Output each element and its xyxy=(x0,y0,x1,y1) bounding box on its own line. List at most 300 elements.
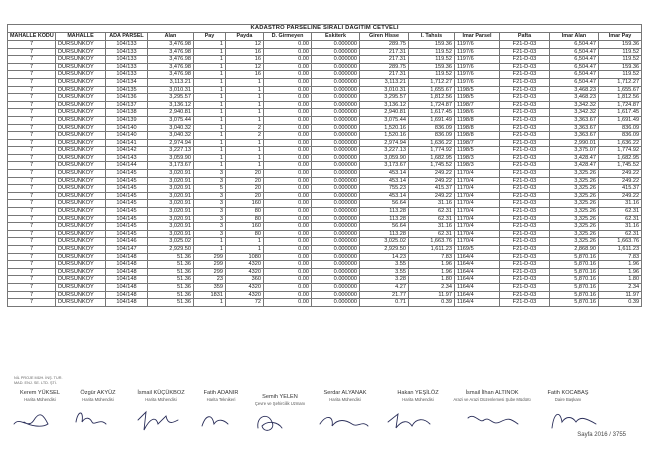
eskiterk-cell: 0.000000 xyxy=(312,40,360,48)
column-header: Payda xyxy=(226,33,264,41)
payda-cell: 1 xyxy=(226,162,264,170)
imar-parsel-cell: 1170/4 xyxy=(455,185,500,193)
table-row xyxy=(8,154,642,162)
eskiterk-cell: 0.000000 xyxy=(312,261,360,269)
ada-parsel-cell: 104/143 xyxy=(106,154,148,162)
i-tahsis-cell: 1,682.95 xyxy=(409,154,455,162)
giren-hisse-cell: 289.75 xyxy=(360,63,409,71)
table-row xyxy=(8,192,642,200)
eskiterk-cell: 0.000000 xyxy=(312,139,360,147)
pay-cell: 1831 xyxy=(194,291,226,299)
i-tahsis-cell: 1,617.45 xyxy=(409,109,455,117)
alan-cell: 3,136.12 xyxy=(148,101,194,109)
ada-parsel-cell: 104/142 xyxy=(106,147,148,155)
ada-parsel-cell: 104/133 xyxy=(106,71,148,79)
pay-cell: 1 xyxy=(194,139,226,147)
alan-cell: 51.36 xyxy=(148,253,194,261)
i-tahsis-cell: 11.97 xyxy=(409,291,455,299)
ada-parsel-cell: 104/144 xyxy=(106,162,148,170)
imar-pay-cell: 159.36 xyxy=(599,63,642,71)
mahalle-kodu-cell: 7 xyxy=(8,299,56,307)
eskiterk-cell: 0.000000 xyxy=(312,230,360,238)
column-header: İmar Pay xyxy=(599,33,642,41)
d-girmeyen-cell: 0.00 xyxy=(264,109,312,117)
d-girmeyen-cell: 0.00 xyxy=(264,208,312,216)
signer-role: Harita Mühendisi xyxy=(145,397,177,402)
giren-hisse-cell: 289.75 xyxy=(360,40,409,48)
payda-cell: 160 xyxy=(226,223,264,231)
i-tahsis-cell: 119.52 xyxy=(409,56,455,64)
mahalle-kodu-cell: 7 xyxy=(8,238,56,246)
d-girmeyen-cell: 0.00 xyxy=(264,56,312,64)
d-girmeyen-cell: 0.00 xyxy=(264,170,312,178)
eskiterk-cell: 0.000000 xyxy=(312,185,360,193)
giren-hisse-cell: 3,010.31 xyxy=(360,86,409,94)
imar-alan-cell: 3,342.32 xyxy=(550,109,599,117)
imar-alan-cell: 5,870.16 xyxy=(550,283,599,291)
pafta-cell: F21-D-03 xyxy=(500,276,550,284)
page-number: Sayfa 2016 / 3755 xyxy=(577,432,626,438)
imar-pay-cell: 119.52 xyxy=(599,56,642,64)
table-row xyxy=(8,124,642,132)
company-note-line: MAD. ENJ. SE. LTD. ŞTİ. xyxy=(14,380,57,385)
mahalle-kodu-cell: 7 xyxy=(8,124,56,132)
ada-parsel-cell: 104/133 xyxy=(106,48,148,56)
imar-pay-cell: 1,691.49 xyxy=(599,116,642,124)
d-girmeyen-cell: 0.00 xyxy=(264,101,312,109)
imar-parsel-cell: 1198/8 xyxy=(455,124,500,132)
d-girmeyen-cell: 0.00 xyxy=(264,268,312,276)
d-girmeyen-cell: 0.00 xyxy=(264,230,312,238)
mahalle-cell: DURSUNKÖY xyxy=(56,86,106,94)
alan-cell: 3,020.91 xyxy=(148,230,194,238)
imar-pay-cell: 1,636.22 xyxy=(599,139,642,147)
imar-alan-cell: 5,870.16 xyxy=(550,291,599,299)
ada-parsel-cell: 104/146 xyxy=(106,238,148,246)
table-row xyxy=(8,268,642,276)
i-tahsis-cell: 62.31 xyxy=(409,208,455,216)
eskiterk-cell: 0.000000 xyxy=(312,71,360,79)
d-girmeyen-cell: 0.00 xyxy=(264,192,312,200)
i-tahsis-cell: 1,636.22 xyxy=(409,139,455,147)
signature-scribble xyxy=(468,416,518,424)
giren-hisse-cell: 1,520.16 xyxy=(360,132,409,140)
pafta-cell: F21-D-03 xyxy=(500,147,550,155)
payda-cell: 80 xyxy=(226,215,264,223)
pafta-cell: F21-D-03 xyxy=(500,124,550,132)
mahalle-cell: DURSUNKÖY xyxy=(56,170,106,178)
d-girmeyen-cell: 0.00 xyxy=(264,185,312,193)
mahalle-kodu-cell: 7 xyxy=(8,185,56,193)
i-tahsis-cell: 249.22 xyxy=(409,192,455,200)
table-row xyxy=(8,71,642,79)
pafta-cell: F21-D-03 xyxy=(500,230,550,238)
i-tahsis-cell: 119.52 xyxy=(409,48,455,56)
table-row xyxy=(8,162,642,170)
imar-alan-cell: 3,325.26 xyxy=(550,200,599,208)
d-girmeyen-cell: 0.00 xyxy=(264,215,312,223)
table-row xyxy=(8,48,642,56)
giren-hisse-cell: 453.14 xyxy=(360,170,409,178)
ada-parsel-cell: 104/148 xyxy=(106,268,148,276)
pafta-cell: F21-D-03 xyxy=(500,71,550,79)
mahalle-cell: DURSUNKÖY xyxy=(56,78,106,86)
column-header: D. Girmeyen xyxy=(264,33,312,41)
eskiterk-cell: 0.000000 xyxy=(312,86,360,94)
giren-hisse-cell: 21.77 xyxy=(360,291,409,299)
pafta-cell: F21-D-03 xyxy=(500,94,550,102)
pay-cell: 3 xyxy=(194,230,226,238)
mahalle-cell: DURSUNKÖY xyxy=(56,185,106,193)
alan-cell: 3,476.98 xyxy=(148,63,194,71)
imar-parsel-cell: 1198/5 xyxy=(455,86,500,94)
d-girmeyen-cell: 0.00 xyxy=(264,71,312,79)
table-row xyxy=(8,139,642,147)
mahalle-cell: DURSUNKÖY xyxy=(56,101,106,109)
imar-pay-cell: 31.16 xyxy=(599,200,642,208)
imar-pay-cell: 415.37 xyxy=(599,185,642,193)
table-row xyxy=(8,101,642,109)
eskiterk-cell: 0.000000 xyxy=(312,109,360,117)
d-girmeyen-cell: 0.00 xyxy=(264,116,312,124)
imar-pay-cell: 1,712.27 xyxy=(599,78,642,86)
payda-cell: 16 xyxy=(226,56,264,64)
payda-cell: 12 xyxy=(226,63,264,71)
ada-parsel-cell: 104/145 xyxy=(106,170,148,178)
giren-hisse-cell: 3,025.02 xyxy=(360,238,409,246)
signer-role: Harita Teknikeri xyxy=(206,397,236,402)
pay-cell: 1 xyxy=(194,86,226,94)
alan-cell: 3,476.98 xyxy=(148,40,194,48)
signature-scribble xyxy=(552,414,596,428)
ada-parsel-cell: 104/145 xyxy=(106,208,148,216)
imar-pay-cell: 62.31 xyxy=(599,230,642,238)
column-header: ADA PARSEL xyxy=(106,33,148,41)
i-tahsis-cell: 249.22 xyxy=(409,170,455,178)
table-row xyxy=(8,86,642,94)
signature-scribble xyxy=(258,416,282,430)
imar-alan-cell: 6,504.47 xyxy=(550,56,599,64)
imar-alan-cell: 3,428.47 xyxy=(550,154,599,162)
i-tahsis-cell: 1,774.92 xyxy=(409,147,455,155)
pafta-cell: F21-D-03 xyxy=(500,223,550,231)
alan-cell: 3,040.32 xyxy=(148,124,194,132)
d-girmeyen-cell: 0.00 xyxy=(264,124,312,132)
ada-parsel-cell: 104/135 xyxy=(106,86,148,94)
d-girmeyen-cell: 0.00 xyxy=(264,63,312,71)
alan-cell: 2,974.94 xyxy=(148,139,194,147)
eskiterk-cell: 0.000000 xyxy=(312,162,360,170)
mahalle-cell: DURSUNKÖY xyxy=(56,56,106,64)
imar-parsel-cell: 1170/4 xyxy=(455,200,500,208)
imar-parsel-cell: 1164/4 xyxy=(455,276,500,284)
mahalle-cell: DURSUNKÖY xyxy=(56,139,106,147)
imar-pay-cell: 249.22 xyxy=(599,170,642,178)
table-row xyxy=(8,109,642,117)
table-row xyxy=(8,276,642,284)
signer-name: Kerem YÜKSEL xyxy=(19,390,60,396)
imar-pay-cell: 62.31 xyxy=(599,208,642,216)
i-tahsis-cell: 1.96 xyxy=(409,268,455,276)
mahalle-kodu-cell: 7 xyxy=(8,86,56,94)
mahalle-cell: DURSUNKÖY xyxy=(56,208,106,216)
alan-cell: 3,020.91 xyxy=(148,215,194,223)
pay-cell: 3 xyxy=(194,170,226,178)
imar-pay-cell: 1.96 xyxy=(599,261,642,269)
pafta-cell: F21-D-03 xyxy=(500,48,550,56)
pafta-cell: F21-D-03 xyxy=(500,261,550,269)
pay-cell: 23 xyxy=(194,276,226,284)
payda-cell: 2 xyxy=(226,124,264,132)
eskiterk-cell: 0.000000 xyxy=(312,101,360,109)
pafta-cell: F21-D-03 xyxy=(500,268,550,276)
payda-cell: 72 xyxy=(226,299,264,307)
mahalle-kodu-cell: 7 xyxy=(8,94,56,102)
payda-cell: 16 xyxy=(226,71,264,79)
imar-pay-cell: 159.36 xyxy=(599,40,642,48)
signer-role: Çevre ve Şehircilik Uzmanı xyxy=(254,401,306,406)
eskiterk-cell: 0.000000 xyxy=(312,192,360,200)
payda-cell: 1 xyxy=(226,154,264,162)
mahalle-kodu-cell: 7 xyxy=(8,215,56,223)
imar-pay-cell: 1,774.92 xyxy=(599,147,642,155)
mahalle-cell: DURSUNKÖY xyxy=(56,162,106,170)
distribution-table xyxy=(7,24,642,307)
pay-cell: 1 xyxy=(194,147,226,155)
giren-hisse-cell: 14.23 xyxy=(360,253,409,261)
giren-hisse-cell: 113.28 xyxy=(360,215,409,223)
d-girmeyen-cell: 0.00 xyxy=(264,48,312,56)
imar-parsel-cell: 1197/6 xyxy=(455,63,500,71)
imar-alan-cell: 3,428.47 xyxy=(550,162,599,170)
alan-cell: 3,476.98 xyxy=(148,71,194,79)
eskiterk-cell: 0.000000 xyxy=(312,124,360,132)
giren-hisse-cell: 1,520.16 xyxy=(360,124,409,132)
i-tahsis-cell: 1,691.49 xyxy=(409,116,455,124)
eskiterk-cell: 0.000000 xyxy=(312,208,360,216)
mahalle-cell: DURSUNKÖY xyxy=(56,154,106,162)
imar-alan-cell: 3,342.32 xyxy=(550,101,599,109)
mahalle-cell: DURSUNKÖY xyxy=(56,94,106,102)
giren-hisse-cell: 3,227.13 xyxy=(360,147,409,155)
pay-cell: 3 xyxy=(194,177,226,185)
pafta-cell: F21-D-03 xyxy=(500,63,550,71)
table-row xyxy=(8,63,642,71)
alan-cell: 3,075.44 xyxy=(148,116,194,124)
pay-cell: 299 xyxy=(194,253,226,261)
i-tahsis-cell: 2.34 xyxy=(409,283,455,291)
mahalle-cell: DURSUNKÖY xyxy=(56,253,106,261)
ada-parsel-cell: 104/133 xyxy=(106,63,148,71)
column-header: MAHALLE KODU xyxy=(8,33,56,41)
d-girmeyen-cell: 0.00 xyxy=(264,276,312,284)
mahalle-kodu-cell: 7 xyxy=(8,154,56,162)
i-tahsis-cell: 1.96 xyxy=(409,261,455,269)
pafta-cell: F21-D-03 xyxy=(500,154,550,162)
alan-cell: 51.36 xyxy=(148,299,194,307)
eskiterk-cell: 0.000000 xyxy=(312,48,360,56)
d-girmeyen-cell: 0.00 xyxy=(264,261,312,269)
pay-cell: 3 xyxy=(194,215,226,223)
pafta-cell: F21-D-03 xyxy=(500,299,550,307)
imar-pay-cell: 31.16 xyxy=(599,223,642,231)
alan-cell: 3,040.32 xyxy=(148,132,194,140)
alan-cell: 3,227.13 xyxy=(148,147,194,155)
mahalle-cell: DURSUNKÖY xyxy=(56,238,106,246)
eskiterk-cell: 0.000000 xyxy=(312,276,360,284)
imar-alan-cell: 3,325.26 xyxy=(550,170,599,178)
giren-hisse-cell: 0.71 xyxy=(360,299,409,307)
payda-cell: 20 xyxy=(226,177,264,185)
giren-hisse-cell: 3,075.44 xyxy=(360,116,409,124)
ada-parsel-cell: 104/140 xyxy=(106,124,148,132)
i-tahsis-cell: 159.36 xyxy=(409,63,455,71)
alan-cell: 3,295.57 xyxy=(148,94,194,102)
pafta-cell: F21-D-03 xyxy=(500,109,550,117)
signer-name: Özgür AKYÜZ xyxy=(80,390,116,396)
imar-alan-cell: 3,325.26 xyxy=(550,238,599,246)
table-body xyxy=(8,40,642,306)
imar-pay-cell: 1,682.95 xyxy=(599,154,642,162)
ada-parsel-cell: 104/139 xyxy=(106,116,148,124)
mahalle-cell: DURSUNKÖY xyxy=(56,40,106,48)
table-title: KADASTRO PARSELİNE SIRALI DAĞITIM CETVELİ xyxy=(8,25,642,33)
imar-pay-cell: 1,611.23 xyxy=(599,246,642,254)
mahalle-kodu-cell: 7 xyxy=(8,223,56,231)
imar-alan-cell: 2,990.01 xyxy=(550,139,599,147)
giren-hisse-cell: 755.23 xyxy=(360,185,409,193)
mahalle-kodu-cell: 7 xyxy=(8,162,56,170)
i-tahsis-cell: 1,655.67 xyxy=(409,86,455,94)
mahalle-cell: DURSUNKÖY xyxy=(56,268,106,276)
d-girmeyen-cell: 0.00 xyxy=(264,177,312,185)
i-tahsis-cell: 0.39 xyxy=(409,299,455,307)
imar-parsel-cell: 1198/3 xyxy=(455,154,500,162)
imar-pay-cell: 7.83 xyxy=(599,253,642,261)
imar-pay-cell: 1,724.87 xyxy=(599,101,642,109)
payda-cell: 360 xyxy=(226,276,264,284)
pay-cell: 1 xyxy=(194,162,226,170)
imar-pay-cell: 1.80 xyxy=(599,276,642,284)
pay-cell: 3 xyxy=(194,200,226,208)
giren-hisse-cell: 56.64 xyxy=(360,223,409,231)
mahalle-kodu-cell: 7 xyxy=(8,177,56,185)
ada-parsel-cell: 104/145 xyxy=(106,185,148,193)
imar-pay-cell: 11.97 xyxy=(599,291,642,299)
giren-hisse-cell: 56.64 xyxy=(360,200,409,208)
imar-pay-cell: 836.09 xyxy=(599,124,642,132)
imar-parsel-cell: 1170/4 xyxy=(455,192,500,200)
imar-parsel-cell: 1164/4 xyxy=(455,253,500,261)
mahalle-kodu-cell: 7 xyxy=(8,192,56,200)
signer-name: Semih YELEN xyxy=(262,394,298,400)
payda-cell: 20 xyxy=(226,170,264,178)
table-row xyxy=(8,200,642,208)
giren-hisse-cell: 2,940.81 xyxy=(360,109,409,117)
mahalle-kodu-cell: 7 xyxy=(8,71,56,79)
imar-alan-cell: 3,325.26 xyxy=(550,230,599,238)
alan-cell: 3,476.98 xyxy=(148,56,194,64)
mahalle-kodu-cell: 7 xyxy=(8,170,56,178)
d-girmeyen-cell: 0.00 xyxy=(264,223,312,231)
ada-parsel-cell: 104/141 xyxy=(106,139,148,147)
alan-cell: 3,113.21 xyxy=(148,78,194,86)
d-girmeyen-cell: 0.00 xyxy=(264,147,312,155)
i-tahsis-cell: 1,745.52 xyxy=(409,162,455,170)
table-row xyxy=(8,246,642,254)
payda-cell: 1 xyxy=(226,147,264,155)
eskiterk-cell: 0.000000 xyxy=(312,215,360,223)
ada-parsel-cell: 104/147 xyxy=(106,246,148,254)
alan-cell: 3,020.91 xyxy=(148,223,194,231)
d-girmeyen-cell: 0.00 xyxy=(264,139,312,147)
imar-pay-cell: 1,663.76 xyxy=(599,238,642,246)
signature-scribble xyxy=(320,417,368,426)
imar-alan-cell: 5,870.16 xyxy=(550,261,599,269)
table-row xyxy=(8,299,642,307)
table-header-row xyxy=(8,33,642,41)
column-header: Giren Hisse xyxy=(360,33,409,41)
table-row xyxy=(8,215,642,223)
imar-pay-cell: 62.31 xyxy=(599,215,642,223)
imar-alan-cell: 6,504.47 xyxy=(550,48,599,56)
giren-hisse-cell: 3.55 xyxy=(360,261,409,269)
eskiterk-cell: 0.000000 xyxy=(312,116,360,124)
pafta-cell: F21-D-03 xyxy=(500,246,550,254)
d-girmeyen-cell: 0.00 xyxy=(264,253,312,261)
alan-cell: 3,059.90 xyxy=(148,154,194,162)
eskiterk-cell: 0.000000 xyxy=(312,238,360,246)
eskiterk-cell: 0.000000 xyxy=(312,78,360,86)
imar-parsel-cell: 1170/4 xyxy=(455,238,500,246)
imar-pay-cell: 0.39 xyxy=(599,299,642,307)
imar-alan-cell: 5,870.16 xyxy=(550,253,599,261)
pay-cell: 3 xyxy=(194,223,226,231)
signature-scribble xyxy=(202,417,228,426)
pafta-cell: F21-D-03 xyxy=(500,56,550,64)
mahalle-kodu-cell: 7 xyxy=(8,48,56,56)
payda-cell: 12 xyxy=(226,40,264,48)
alan-cell: 2,929.50 xyxy=(148,246,194,254)
imar-alan-cell: 6,504.47 xyxy=(550,40,599,48)
giren-hisse-cell: 217.31 xyxy=(360,48,409,56)
imar-alan-cell: 5,870.16 xyxy=(550,299,599,307)
eskiterk-cell: 0.000000 xyxy=(312,132,360,140)
imar-parsel-cell: 1197/6 xyxy=(455,78,500,86)
signer-role: Daire Başkanı xyxy=(554,397,582,402)
table-row xyxy=(8,94,642,102)
imar-parsel-cell: 1198/5 xyxy=(455,94,500,102)
mahalle-cell: DURSUNKÖY xyxy=(56,223,106,231)
payda-cell: 16 xyxy=(226,48,264,56)
eskiterk-cell: 0.000000 xyxy=(312,56,360,64)
imar-parsel-cell: 1170/4 xyxy=(455,215,500,223)
imar-alan-cell: 6,504.47 xyxy=(550,63,599,71)
imar-pay-cell: 1,745.52 xyxy=(599,162,642,170)
alan-cell: 3,020.91 xyxy=(148,192,194,200)
i-tahsis-cell: 415.37 xyxy=(409,185,455,193)
imar-alan-cell: 3,363.67 xyxy=(550,116,599,124)
table-row xyxy=(8,223,642,231)
imar-alan-cell: 3,325.26 xyxy=(550,208,599,216)
imar-alan-cell: 3,375.07 xyxy=(550,147,599,155)
alan-cell: 3,020.91 xyxy=(148,200,194,208)
payda-cell: 4320 xyxy=(226,268,264,276)
payda-cell: 1 xyxy=(226,116,264,124)
giren-hisse-cell: 4.27 xyxy=(360,283,409,291)
signer-role: Harita Mühendisi xyxy=(82,397,114,402)
ada-parsel-cell: 104/148 xyxy=(106,291,148,299)
